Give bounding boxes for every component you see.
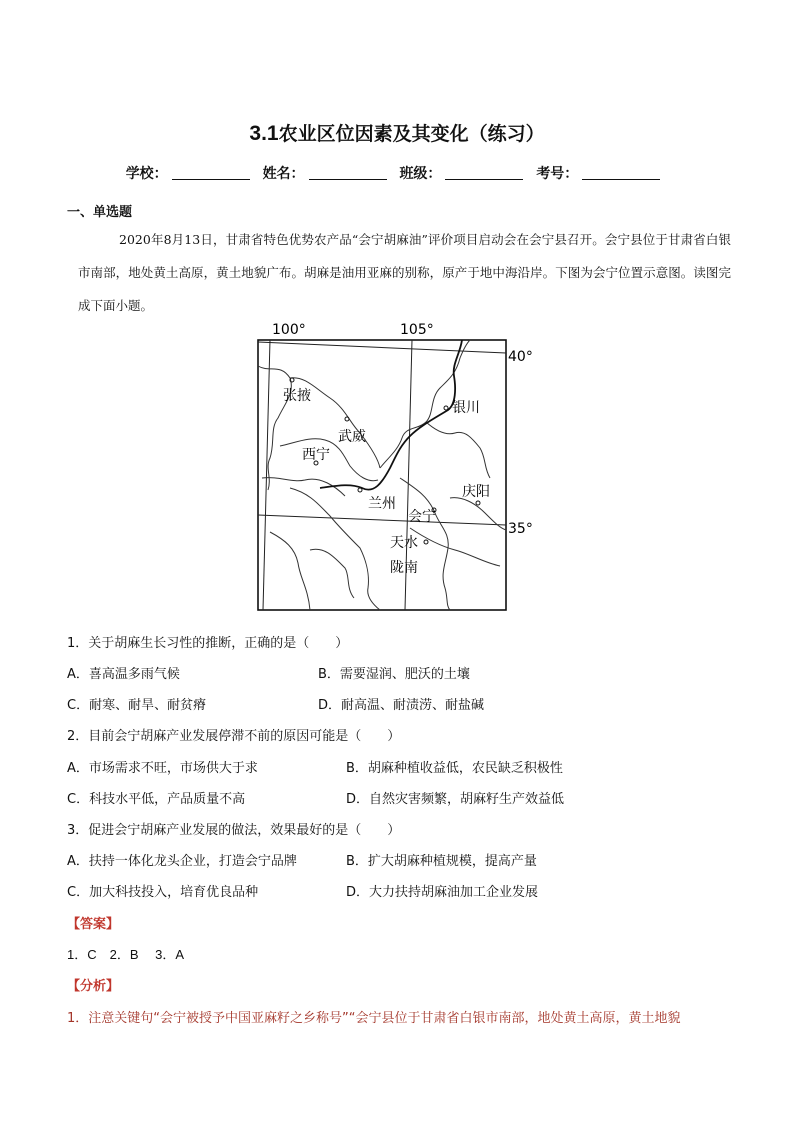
city-lanzhou: 兰州 bbox=[368, 496, 396, 512]
reading-passage: 2020年8月13日，甘肃省特色优势农产品“会宁胡麻油”评价项目启动会在会宁县召开。会宁县位于甘肃省白银市南部，地处黄土高原，黄土地貌广布。胡麻是油用亚麻的别称，原产于地中海沿岸。下图为会宁位置示意图。读图完成下面小题。 bbox=[78, 232, 731, 313]
city-tianshui: 天水 bbox=[390, 535, 418, 551]
question-2-option-c[interactable]: C．科技水平低，产品质量不高 bbox=[67, 792, 246, 807]
city-wuwei: 武威 bbox=[338, 429, 366, 445]
question-2-option-d[interactable]: D．自然灾害频繁，胡麻籽生产效益低 bbox=[346, 792, 565, 807]
question-3-stem: 3．促进会宁胡麻产业发展的做法，效果最好的是（ ） bbox=[67, 823, 401, 838]
lat-label-35: 35° bbox=[508, 521, 533, 537]
answer-text: 1．C 2．B 3．A bbox=[67, 947, 185, 962]
lon-label-105: 105° bbox=[400, 322, 434, 338]
city-qingyang: 庆阳 bbox=[462, 484, 490, 500]
question-2-option-b[interactable]: B．胡麻种植收益低，农民缺乏积极性 bbox=[346, 761, 563, 776]
school-label: 学校： bbox=[125, 166, 168, 182]
question-2-option-a[interactable]: A．市场需求不旺，市场供大于求 bbox=[67, 761, 258, 776]
question-3-option-a[interactable]: A．扶持一体化龙头企业，打造会宁品牌 bbox=[67, 854, 297, 869]
page-title bbox=[0, 119, 794, 146]
question-3-option-c[interactable]: C．加大科技投入，培育优良品种 bbox=[67, 885, 259, 900]
title-number: 3.1 bbox=[249, 122, 279, 145]
name-label: 姓名： bbox=[262, 166, 305, 182]
city-longnan: 陇南 bbox=[390, 560, 418, 576]
question-1-option-d[interactable]: D．耐高温、耐渍涝、耐盐碱 bbox=[318, 698, 485, 713]
location-map bbox=[250, 318, 550, 618]
city-zhangye: 张掖 bbox=[283, 388, 311, 404]
question-3-option-b[interactable]: B．扩大胡麻种植规模，提高产量 bbox=[346, 854, 537, 869]
question-1-option-c[interactable]: C．耐寒、耐旱、耐贫瘠 bbox=[67, 698, 207, 713]
title-text: 农业区位因素及其变化（练习） bbox=[278, 123, 545, 145]
analysis-text: 1．注意关键句“会宁被授予中国亚麻籽之乡称号”“会宁县位于甘肃省白银市南部，地处黄土高原，黄土地貌 bbox=[67, 1011, 681, 1026]
student-info-row bbox=[0, 163, 794, 183]
map-frame bbox=[258, 340, 506, 610]
exam-number-label: 考号： bbox=[536, 166, 579, 182]
city-xining: 西宁 bbox=[302, 447, 330, 463]
analysis-heading: 【分析】 bbox=[67, 979, 120, 994]
school-blank[interactable] bbox=[172, 165, 250, 180]
question-2-stem: 2．目前会宁胡麻产业发展停滞不前的原因可能是（ ） bbox=[67, 729, 401, 744]
lon-label-100: 100° bbox=[272, 322, 306, 338]
answer-heading: 【答案】 bbox=[67, 917, 120, 932]
question-3-option-d[interactable]: D．大力扶持胡麻油加工企业发展 bbox=[346, 885, 539, 900]
name-blank[interactable] bbox=[309, 165, 387, 180]
exam-number-blank[interactable] bbox=[582, 165, 660, 180]
question-1-stem: 1．关于胡麻生长习性的推断，正确的是（ ） bbox=[67, 636, 349, 651]
question-1-option-a[interactable]: A．喜高温多雨气候 bbox=[67, 667, 180, 682]
section-heading: 一、单选题 bbox=[67, 205, 133, 220]
class-blank[interactable] bbox=[445, 165, 523, 180]
question-1-option-b[interactable]: B．需要湿润、肥沃的土壤 bbox=[318, 667, 470, 682]
city-huining: 会宁 bbox=[408, 509, 436, 525]
lat-label-40: 40° bbox=[508, 349, 533, 365]
city-yinchuan: 银川 bbox=[452, 400, 480, 416]
class-label: 班级： bbox=[399, 166, 442, 182]
